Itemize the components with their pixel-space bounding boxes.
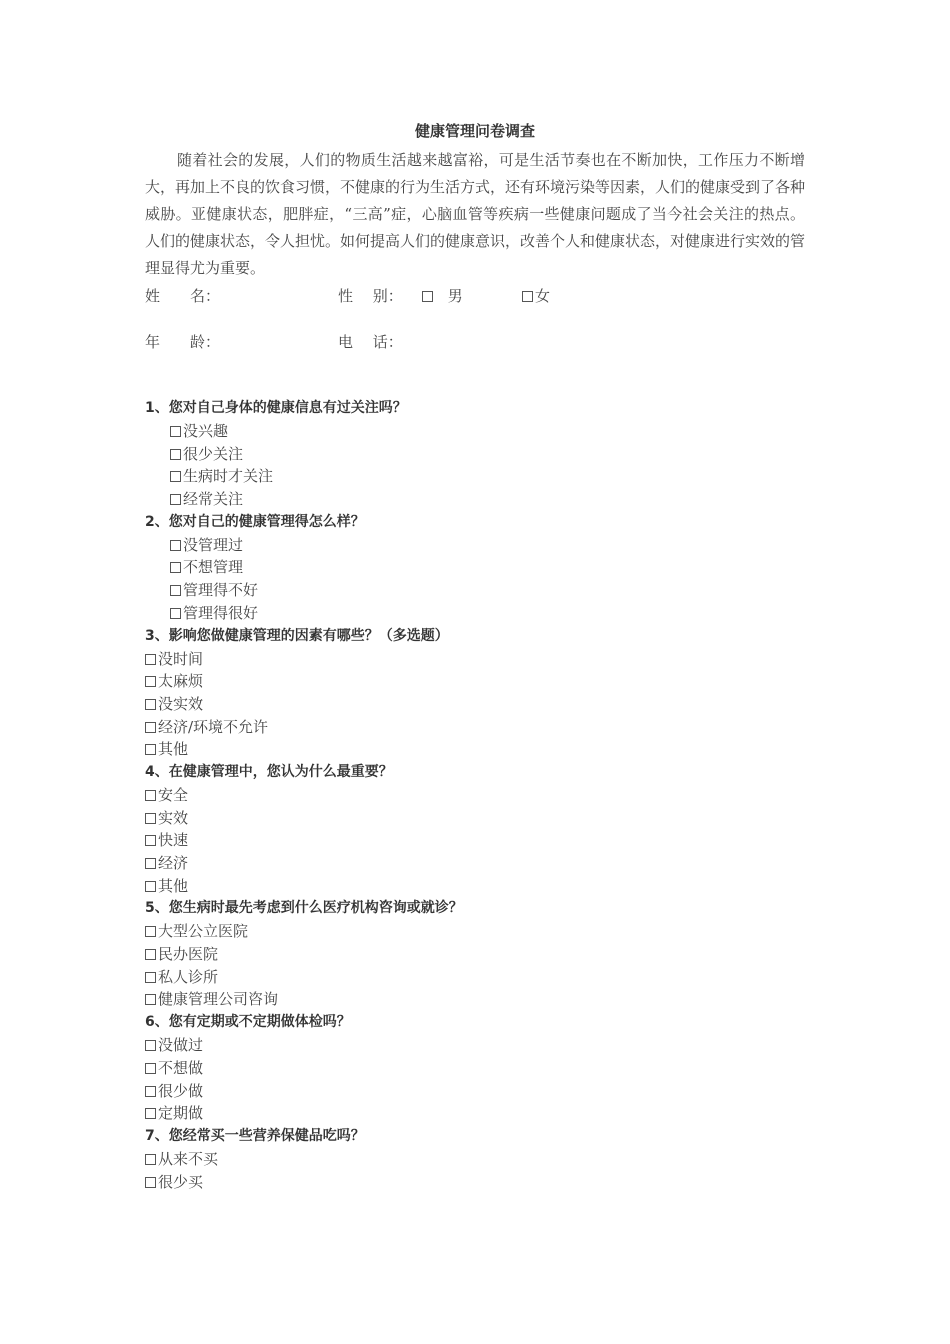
answer-option[interactable] xyxy=(145,920,805,943)
answer-option[interactable] xyxy=(145,443,805,466)
checkbox[interactable] xyxy=(145,1086,156,1097)
answer-option[interactable] xyxy=(145,1171,805,1194)
answer-option[interactable] xyxy=(145,1057,805,1080)
answer-option[interactable] xyxy=(145,852,805,875)
option-label: 大型公立医院 xyxy=(158,922,249,941)
option-label: 管理得不好 xyxy=(183,581,259,600)
option-label: 快速 xyxy=(158,831,189,850)
answer-option[interactable] xyxy=(145,1148,805,1171)
checkbox[interactable] xyxy=(170,562,181,573)
checkbox[interactable] xyxy=(145,926,156,937)
option-label: 经济/环境不允许 xyxy=(158,717,269,736)
checkbox[interactable] xyxy=(145,744,156,755)
answer-option[interactable] xyxy=(145,534,805,557)
checkbox[interactable] xyxy=(145,881,156,892)
question-title: 7、您经常买一些营养保健品吃吗？ xyxy=(145,1127,365,1144)
question-4 xyxy=(145,761,805,897)
checkbox[interactable] xyxy=(170,426,181,437)
phone-label: 电 话： xyxy=(338,333,403,351)
option-label: 很少关注 xyxy=(183,444,244,463)
option-label: 私人诊所 xyxy=(158,967,219,986)
gender-female-option[interactable] xyxy=(522,285,550,307)
answer-option[interactable] xyxy=(145,556,805,579)
question-5 xyxy=(145,897,805,1011)
checkbox[interactable] xyxy=(170,471,181,482)
question-3 xyxy=(145,625,805,761)
gender-female-label: 女 xyxy=(535,287,551,305)
checkbox[interactable] xyxy=(145,972,156,983)
option-label: 很少买 xyxy=(158,1172,204,1191)
form-row-name-gender xyxy=(145,285,805,307)
answer-option[interactable] xyxy=(145,465,805,488)
question-7 xyxy=(145,1125,805,1193)
option-label: 民办医院 xyxy=(158,945,219,964)
checkbox[interactable] xyxy=(145,790,156,801)
checkbox[interactable] xyxy=(145,813,156,824)
option-label: 没实效 xyxy=(158,694,204,713)
name-label: 姓 名： xyxy=(145,287,221,305)
checkbox[interactable] xyxy=(145,654,156,665)
option-label: 实效 xyxy=(158,808,189,827)
question-2 xyxy=(145,511,805,625)
option-label: 安全 xyxy=(158,785,189,804)
option-label: 经常关注 xyxy=(183,490,244,509)
option-label: 没做过 xyxy=(158,1036,204,1055)
checkbox[interactable] xyxy=(170,494,181,505)
answer-option[interactable] xyxy=(145,420,805,443)
option-label: 不想管理 xyxy=(183,558,244,577)
answer-option[interactable] xyxy=(145,784,805,807)
answer-option[interactable] xyxy=(145,1034,805,1057)
checkbox[interactable] xyxy=(170,449,181,460)
question-title: 4、在健康管理中，您认为什么最重要？ xyxy=(145,763,393,780)
gender-label: 性 别： xyxy=(338,287,403,305)
question-6 xyxy=(145,1011,805,1125)
checkbox[interactable] xyxy=(145,835,156,846)
page-title: 健康管理问卷调查 xyxy=(414,122,535,140)
answer-option[interactable] xyxy=(145,807,805,830)
answer-option[interactable] xyxy=(145,602,805,625)
checkbox[interactable] xyxy=(145,699,156,710)
question-title: 5、您生病时最先考虑到什么医疗机构咨询或就诊？ xyxy=(145,900,463,917)
option-label: 太麻烦 xyxy=(158,672,204,691)
option-label: 管理得很好 xyxy=(183,603,259,622)
question-list xyxy=(145,397,805,1193)
question-title: 6、您有定期或不定期做体检吗？ xyxy=(145,1014,351,1031)
option-label: 很少做 xyxy=(158,1081,204,1100)
question-title: 1、您对自己身体的健康信息有过关注吗？ xyxy=(145,400,407,416)
answer-option[interactable] xyxy=(145,875,805,898)
answer-option[interactable] xyxy=(145,716,805,739)
question-title: 3、影响您做健康管理的因素有哪些？（多选题） xyxy=(145,627,449,644)
option-label: 定期做 xyxy=(158,1104,204,1123)
option-label: 没时间 xyxy=(158,649,204,668)
option-label: 从来不买 xyxy=(158,1149,219,1168)
option-label: 其他 xyxy=(158,740,189,759)
answer-option[interactable] xyxy=(145,966,805,989)
answer-option[interactable] xyxy=(145,1102,805,1125)
answer-option[interactable] xyxy=(145,488,805,511)
answer-option[interactable] xyxy=(145,648,805,671)
answer-option[interactable] xyxy=(145,738,805,761)
question-1 xyxy=(145,397,805,511)
checkbox[interactable] xyxy=(170,585,181,596)
answer-option[interactable] xyxy=(145,579,805,602)
checkbox[interactable] xyxy=(145,1177,156,1188)
checkbox[interactable] xyxy=(145,1063,156,1074)
checkbox-female[interactable] xyxy=(522,291,533,302)
age-label: 年 龄： xyxy=(145,333,221,351)
checkbox[interactable] xyxy=(170,608,181,619)
checkbox[interactable] xyxy=(145,1108,156,1119)
option-label: 生病时才关注 xyxy=(183,467,274,486)
answer-option[interactable] xyxy=(145,829,805,852)
option-label: 不想做 xyxy=(158,1058,204,1077)
answer-option[interactable] xyxy=(145,1080,805,1103)
checkbox[interactable] xyxy=(145,949,156,960)
checkbox[interactable] xyxy=(145,1040,156,1051)
intro-paragraph: 随着社会的发展，人们的物质生活越来越富裕，可是生活节奏也在不断加快，工作压力不断增大，再加上不良的饮食习惯，不健康的行为生活方式，还有环境污染等因素，人们的健康受到了各种威胁。亚健康状态，肥胖症，“三高”症，心脑血管等疾病一些健康问题成了当今社会关注的热点。人们的健康状态，令人担忧。如何提高人们的健康意识，改善个人和健康状态，对健康进行实效的管理显得尤为重要。 xyxy=(145,151,806,277)
answer-option[interactable] xyxy=(145,693,805,716)
option-label: 经济 xyxy=(158,854,189,872)
option-label: 健康管理公司咨询 xyxy=(158,990,279,1009)
checkbox[interactable] xyxy=(145,994,156,1005)
form-row-age-phone xyxy=(145,331,805,353)
checkbox[interactable] xyxy=(145,676,156,687)
option-label: 其他 xyxy=(158,876,189,895)
answer-option[interactable] xyxy=(145,988,805,1011)
option-label: 没管理过 xyxy=(183,535,244,554)
gender-male-option[interactable] xyxy=(422,285,463,307)
checkbox[interactable] xyxy=(145,722,156,733)
checkbox[interactable] xyxy=(145,858,156,869)
checkbox-male[interactable] xyxy=(422,291,433,302)
answer-option[interactable] xyxy=(145,943,805,966)
answer-option[interactable] xyxy=(145,670,805,693)
question-title: 2、您对自己的健康管理得怎么样？ xyxy=(145,513,365,530)
option-label: 没兴趣 xyxy=(183,422,229,440)
checkbox[interactable] xyxy=(170,540,181,551)
checkbox[interactable] xyxy=(145,1154,156,1165)
gender-male-label: 男 xyxy=(447,287,463,305)
